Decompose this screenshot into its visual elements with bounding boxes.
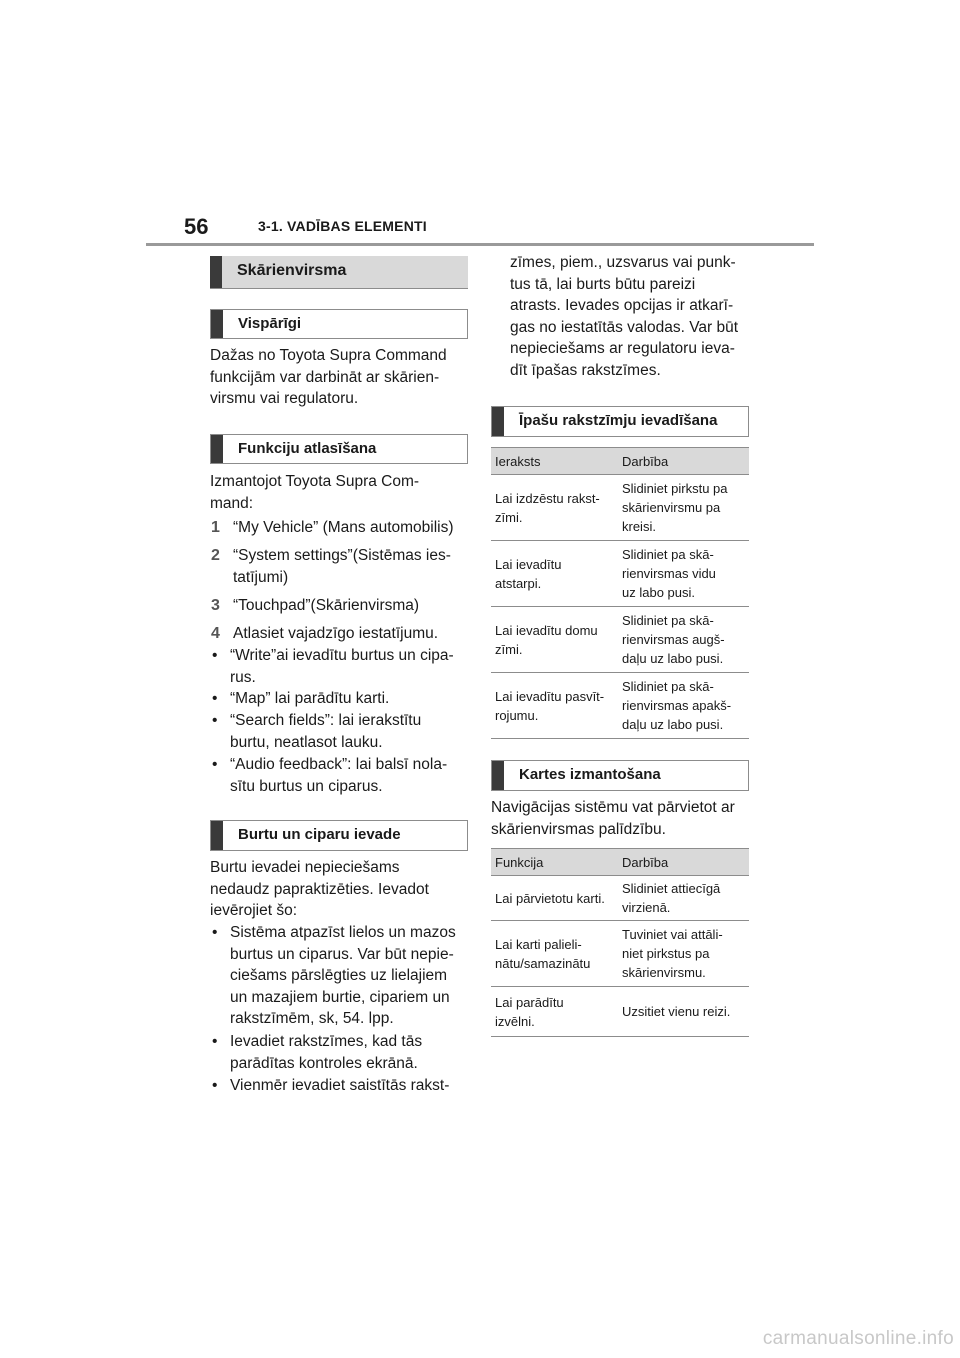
cell-line: rienvirsmas vidu bbox=[622, 566, 716, 581]
page-number: 56 bbox=[184, 214, 209, 239]
table-row bbox=[491, 921, 749, 987]
text-line: dīt īpašas rakstzīmes. bbox=[510, 361, 661, 379]
table-cell bbox=[491, 876, 618, 921]
text-line: ciešams pārslēgties uz lielajiem bbox=[230, 967, 448, 984]
column-header: Funkcija bbox=[491, 849, 618, 876]
cell-line: izvēlni. bbox=[495, 1013, 535, 1029]
table-cell bbox=[491, 673, 618, 739]
bullet-icon: • bbox=[212, 924, 218, 941]
main-heading bbox=[210, 256, 468, 289]
table-cell bbox=[491, 921, 618, 987]
text-line: “Map” lai parādītu karti. bbox=[230, 690, 390, 707]
bullet-icon: • bbox=[212, 1033, 218, 1050]
table-cell bbox=[618, 607, 749, 673]
step-text: Atlasiet vajadzīgo iestatījumu. bbox=[233, 625, 439, 642]
cell-line: Lai ievadītu domu bbox=[495, 622, 598, 638]
cell-line: rojumu. bbox=[495, 707, 539, 723]
text-line: “Audio feedback”: lai balsī nola- bbox=[230, 756, 448, 773]
text-line: nepieciešams ar regulatoru ieva- bbox=[510, 340, 735, 357]
text-line: rus. bbox=[230, 668, 256, 686]
continuation-paragraph bbox=[510, 252, 738, 381]
text-line: “Search fields”: lai ierakstītu bbox=[230, 712, 422, 729]
table-cell bbox=[491, 541, 618, 607]
subheading-map bbox=[491, 760, 749, 791]
cell-line: rienvirsmas apakš- bbox=[622, 698, 732, 713]
table-row bbox=[491, 987, 749, 1037]
cell-line: skārienvirsmu pa bbox=[622, 500, 721, 515]
cell-line: Lai karti palieli- bbox=[495, 936, 582, 952]
special-characters-table bbox=[491, 447, 749, 739]
subheading-letters bbox=[210, 820, 468, 851]
cell-line: atstarpi. bbox=[495, 575, 542, 591]
step-text: “My Vehicle” (Mans automobilis) bbox=[233, 519, 454, 536]
cell-line: uz labo pusi. bbox=[622, 585, 695, 600]
text-line: ievērojiet šo: bbox=[210, 902, 298, 919]
step-text: “Touchpad”(Skārienvirsma) bbox=[233, 597, 420, 614]
header-divider bbox=[146, 243, 814, 246]
text-line: “Write”ai ievadītu burtus un cipa- bbox=[230, 647, 454, 664]
step-text bbox=[233, 545, 451, 588]
text-line: atrasts. Ievades opcijas ir atkarī- bbox=[510, 297, 734, 314]
watermark: carmanualsonline.info bbox=[762, 1328, 954, 1349]
subheading-general bbox=[210, 309, 468, 339]
text-line: burtu, neatlasot lauku. bbox=[230, 733, 383, 751]
text-line: Vienmēr ievadiet saistītās rakst- bbox=[230, 1077, 450, 1094]
subheading-bar bbox=[211, 435, 223, 463]
text-line: tus tā, lai burts būtu pareizi bbox=[510, 275, 696, 293]
table-row bbox=[491, 876, 749, 921]
bullet-icon: • bbox=[212, 756, 218, 773]
table-cell bbox=[618, 987, 749, 1037]
text-line: sītu burtus un ciparus. bbox=[230, 777, 383, 795]
cell-line: Lai ievadītu pasvīt- bbox=[495, 688, 605, 704]
letters-intro bbox=[210, 857, 429, 922]
cell-line: daļu uz labo pusi. bbox=[622, 717, 724, 732]
text-line: mand: bbox=[210, 494, 254, 512]
table-cell bbox=[618, 876, 749, 921]
text-line: skārienvirsmas palīdzību. bbox=[491, 820, 666, 838]
table-header-row bbox=[491, 448, 749, 475]
cell-line: skārienvirsmu. bbox=[622, 965, 706, 980]
cell-line: kreisi. bbox=[622, 519, 656, 534]
table-header-row bbox=[491, 849, 749, 876]
table-row bbox=[491, 541, 749, 607]
cell-line: Slidiniet pirkstu pa bbox=[622, 481, 728, 496]
table-cell bbox=[491, 475, 618, 541]
subheading-select-label: Funkciju atlasīšana bbox=[238, 440, 377, 457]
column-header: Ieraksts bbox=[491, 448, 618, 475]
table-cell bbox=[618, 921, 749, 987]
text-line: Izmantojot Toyota Supra Com- bbox=[210, 473, 420, 490]
step-number: 2 bbox=[211, 547, 220, 564]
text-line: zīmes, piem., uzsvarus vai punk- bbox=[510, 254, 736, 271]
cell-line: Uzsitiet vienu reizi. bbox=[622, 1004, 731, 1019]
table-row bbox=[491, 475, 749, 541]
text-line: “System settings”(Sistēmas ies- bbox=[233, 547, 451, 564]
text-line: funkcijām var darbināt ar skārien- bbox=[210, 368, 440, 386]
subheading-bar bbox=[492, 761, 504, 790]
text-line: tatījumi) bbox=[233, 568, 289, 586]
text-line: Sistēma atpazīst lielos un mazos bbox=[230, 924, 456, 941]
text-line: Dažas no Toyota Supra Command bbox=[210, 347, 447, 364]
subheading-bar bbox=[492, 407, 504, 436]
cell-line: daļu uz labo pusi. bbox=[622, 651, 724, 666]
map-usage-table bbox=[491, 848, 749, 1037]
general-paragraph bbox=[210, 345, 447, 410]
text-line: nedaudz papraktizēties. Ievadot bbox=[210, 880, 429, 898]
table-cell bbox=[491, 607, 618, 673]
cell-line: Lai ievadītu bbox=[495, 556, 562, 572]
text-line: gas no iestatītās valodas. Var būt bbox=[510, 318, 739, 336]
subheading-general-label: Vispārīgi bbox=[238, 315, 302, 332]
text-line: Burtu ievadei nepieciešams bbox=[210, 859, 400, 876]
text-line: virsmu vai regulatoru. bbox=[210, 390, 359, 407]
subheading-special bbox=[491, 406, 749, 437]
map-paragraph bbox=[491, 797, 735, 840]
cell-line: rienvirsmas augš- bbox=[622, 632, 725, 647]
step-number: 3 bbox=[211, 597, 220, 614]
chapter-title: 3-1. VADĪBAS ELEMENTI bbox=[258, 218, 427, 234]
text-line: parādītas kontroles ekrānā. bbox=[230, 1054, 418, 1072]
text-line: burtus un ciparus. Var būt nepie- bbox=[230, 945, 454, 963]
table-cell bbox=[491, 987, 618, 1037]
cell-line: Slidiniet pa skā- bbox=[622, 613, 714, 628]
text-line: Ievadiet rakstzīmes, kad tās bbox=[230, 1033, 423, 1050]
subheading-select bbox=[210, 434, 468, 464]
cell-line: Slidiniet pa skā- bbox=[622, 547, 714, 562]
text-line: rakstzīmēm, sk, 54. lpp. bbox=[230, 1010, 394, 1027]
cell-line: nātu/samazinātu bbox=[495, 955, 591, 971]
table-cell bbox=[618, 541, 749, 607]
heading-bar bbox=[210, 256, 222, 288]
cell-line: zīmi. bbox=[495, 641, 523, 657]
step-number: 4 bbox=[211, 625, 220, 642]
table-row bbox=[491, 607, 749, 673]
subheading-bar bbox=[211, 310, 223, 338]
cell-line: zīmi. bbox=[495, 509, 523, 525]
step-number: 1 bbox=[211, 519, 220, 536]
subheading-bar bbox=[211, 821, 223, 850]
select-intro bbox=[210, 471, 419, 514]
cell-line: Slidiniet attiecīgā bbox=[622, 881, 721, 896]
cell-line: Slidiniet pa skā- bbox=[622, 679, 714, 694]
column-header: Darbība bbox=[618, 849, 749, 876]
bullet-icon: • bbox=[212, 690, 218, 707]
cell-line: Lai parādītu bbox=[495, 994, 564, 1010]
subheading-letters-label: Burtu un ciparu ievade bbox=[238, 826, 401, 843]
cell-line: niet pirkstus pa bbox=[622, 946, 710, 961]
bullet-icon: • bbox=[212, 647, 218, 664]
cell-line: Lai izdzēstu rakst- bbox=[495, 490, 600, 506]
column-header: Darbība bbox=[618, 448, 749, 475]
text-line: Navigācijas sistēmu vat pārvietot ar bbox=[491, 799, 735, 816]
main-heading-label: Skārienvirsma bbox=[237, 262, 347, 279]
subheading-special-label: Īpašu rakstzīmju ievadīšana bbox=[519, 412, 718, 429]
cell-line: virzienā. bbox=[622, 900, 671, 915]
table-cell bbox=[618, 673, 749, 739]
bullet-icon: • bbox=[212, 1077, 218, 1094]
table-row bbox=[491, 673, 749, 739]
bullet-icon: • bbox=[212, 712, 218, 729]
cell-line: Lai pārvietotu karti. bbox=[495, 890, 605, 906]
text-line: un mazajiem burtie, cipariem un bbox=[230, 988, 450, 1006]
cell-line: Tuviniet vai attāli- bbox=[622, 927, 723, 942]
subheading-map-label: Kartes izmantošana bbox=[519, 766, 661, 783]
table-cell bbox=[618, 475, 749, 541]
